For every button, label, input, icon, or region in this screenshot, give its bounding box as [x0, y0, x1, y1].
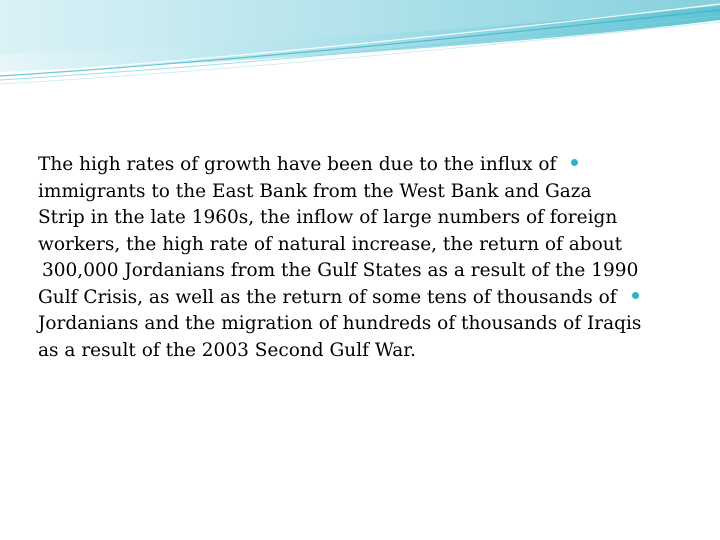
body-paragraph [38, 152, 678, 364]
header-wave-decoration [0, 0, 720, 90]
text-line-4: workers, the high rate of natural increase, the return of about [38, 233, 623, 255]
text-line-8: as a result of the 2003 Second Gulf War. [38, 339, 416, 361]
bullet-dot-icon [571, 159, 578, 166]
text-line-6-content: Gulf Crisis, as well as the return of some tens of thousands of [38, 286, 617, 308]
text-line-3: Strip in the late 1960s, the inflow of large numbers of foreign [38, 207, 618, 228]
text-line-1 [38, 152, 678, 179]
text-line-7: Jordanians and the migration of hundreds of thousands of Iraqis [38, 313, 642, 334]
text-line-6 [38, 285, 678, 312]
bullet-dot-icon [632, 292, 639, 299]
text-line-5: 300,000 Jordanians from the Gulf States as a result of the 1990 [42, 260, 639, 281]
text-line-1-content: The high rates of growth have been due to the influx of [38, 154, 557, 175]
text-line-2: immigrants to the East Bank from the West Bank and Gaza [38, 180, 592, 202]
